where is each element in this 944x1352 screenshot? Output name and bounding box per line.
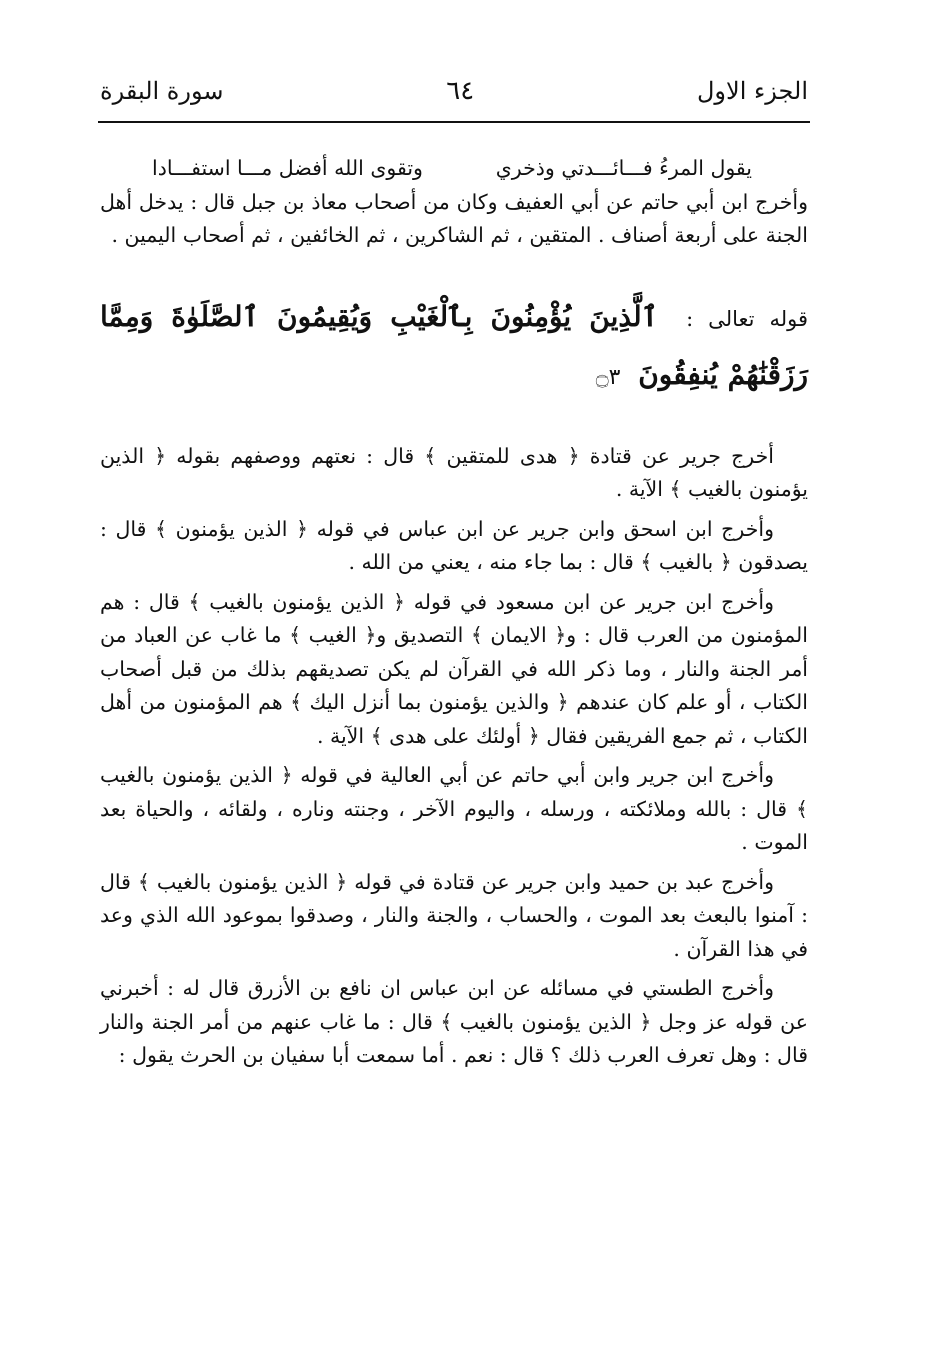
paragraph-ibn-masud: وأخرج ابن جرير عن ابن مسعود في قوله ﴿ الذين يؤمنون بالغيب ﴾ قال : هم المؤمنون من العرب قال : و﴿ الايمان ﴾ التصديق و﴿ الغيب ﴾ ما غاب عن العباد من أمر الجنة والنار ، وما ذكر الله في القرآن لم يكن تصديقهم بذلك من قبل أصحاب الكتاب ، أو علم كان عندهم ﴿ والذين يؤمنون بما أنزل اليك ﴾ هم المؤمنون من أهل الكتاب ، ثم جمع الفريقين فقال ﴿ أولئك على هدى ﴾ الآية . <box>100 589 808 748</box>
part-title: الجزء الاول <box>696 77 808 105</box>
paragraph-qatada: أخرج جرير عن قتادة ﴿ هدى للمتقين ﴾ قال : نعتهم ووصفهم بقوله ﴿ الذين يؤمنون بالغيب ﴾ الآية . <box>100 443 808 501</box>
page-body <box>100 152 808 1073</box>
ayah-number-marker: ۝٣ <box>595 364 621 390</box>
page-header <box>100 70 808 112</box>
paragraph-tasti: وأخرج الطستي في مسائله عن ابن عباس ان نافع بن الأزرق قال له : أخبرني عن قوله عز وجل ﴿ الذين يؤمنون بالغيب ﴾ قال : ما غاب عنهم من أمر الجنة والنار قال : وهل تعرف العرب ذلك ؟ قال : نعم . أما سمعت أبا سفيان بن الحرث يقول : <box>100 976 808 1067</box>
poem-hemistich-right: يقول المرءُ فـــائـــدتي وذخري <box>495 156 752 180</box>
surah-title: سورة البقرة <box>100 77 224 105</box>
quran-verse <box>100 289 808 406</box>
paragraph-abd-bin-humaid: وأخرج عبد بن حميد وابن جرير عن قتادة في قوله ﴿ الذين يؤمنون بالغيب ﴾ قال : آمنوا بالبعث بعد الموت ، والحساب ، والجنة والنار ، وصدقوا بموعود الله الذي وعد في هذا القرآن . <box>100 869 808 961</box>
paragraph-abu-aliya: وأخرج ابن جرير وابن أبي حاتم عن أبي العالية في قوله ﴿ الذين يؤمنون بالغيب ﴾ قال : بالله وملائكته ، ورسله ، واليوم الآخر ، وجنته وناره ، ولقائه ، والحياة بعد الموت . <box>100 763 808 854</box>
poem-line <box>152 152 752 186</box>
paragraph-ibn-ishaq: وأخرج ابن اسحق وابن جرير عن ابن عباس في قوله ﴿ الذين يؤمنون ﴾ قال : يصدقون ﴿ بالغيب ﴾ قال : بما جاء منه ، يعني من الله . <box>100 516 808 574</box>
page-number: ٦٤ <box>446 76 475 106</box>
verse-text: ٱلَّذِينَ يُؤْمِنُونَ بِٱلْغَيْبِ وَيُقِيمُونَ ٱلصَّلَوٰةَ وَمِمَّا رَزَقْنَٰهُمْ يُنفِقُونَ <box>100 299 808 391</box>
poem-hemistich-left: وتقوى الله أفضل مـــا استفـــادا <box>152 156 423 180</box>
paragraph-abu-afif: وأخرج ابن أبي حاتم عن أبي العفيف وكان من أصحاب معاذ بن جبل قال : يدخل أهل الجنة على أربعة أصناف . المتقين ، ثم الشاكرين ، ثم الخائفين ، ثم أصحاب اليمين . <box>100 189 808 247</box>
verse-intro: قوله تعالى : <box>686 306 809 331</box>
header-divider <box>98 121 810 123</box>
